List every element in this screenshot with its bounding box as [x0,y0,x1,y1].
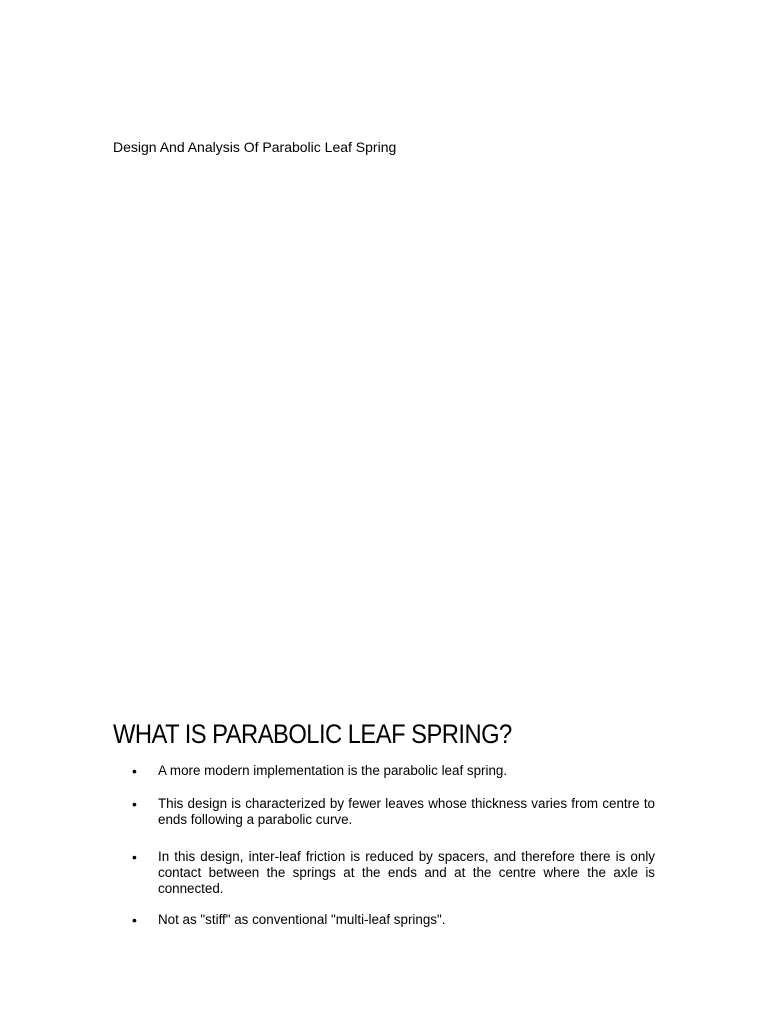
bullet-text: This design is characterized by fewer leaves whose thickness varies from centre to ends following a parabolic curve. [158,796,655,828]
bullet-icon: • [132,849,137,865]
bullet-text: Not as "stiff" as conventional "multi-leaf springs". [158,912,446,927]
section-heading: WHAT IS PARABOLIC LEAF SPRING? [113,719,512,749]
bullet-icon: • [132,763,137,779]
bullet-text: In this design, inter-leaf friction is reduced by spacers, and therefore there is only contact between the springs at the ends and at the centre where the axle is connected. [158,849,655,897]
document-title: Design And Analysis Of Parabolic Leaf Spring [113,139,397,155]
bullet-icon: • [132,796,137,812]
bullet-text: A more modern implementation is the parabolic leaf spring. [158,763,508,778]
bullet-icon: • [132,912,137,928]
